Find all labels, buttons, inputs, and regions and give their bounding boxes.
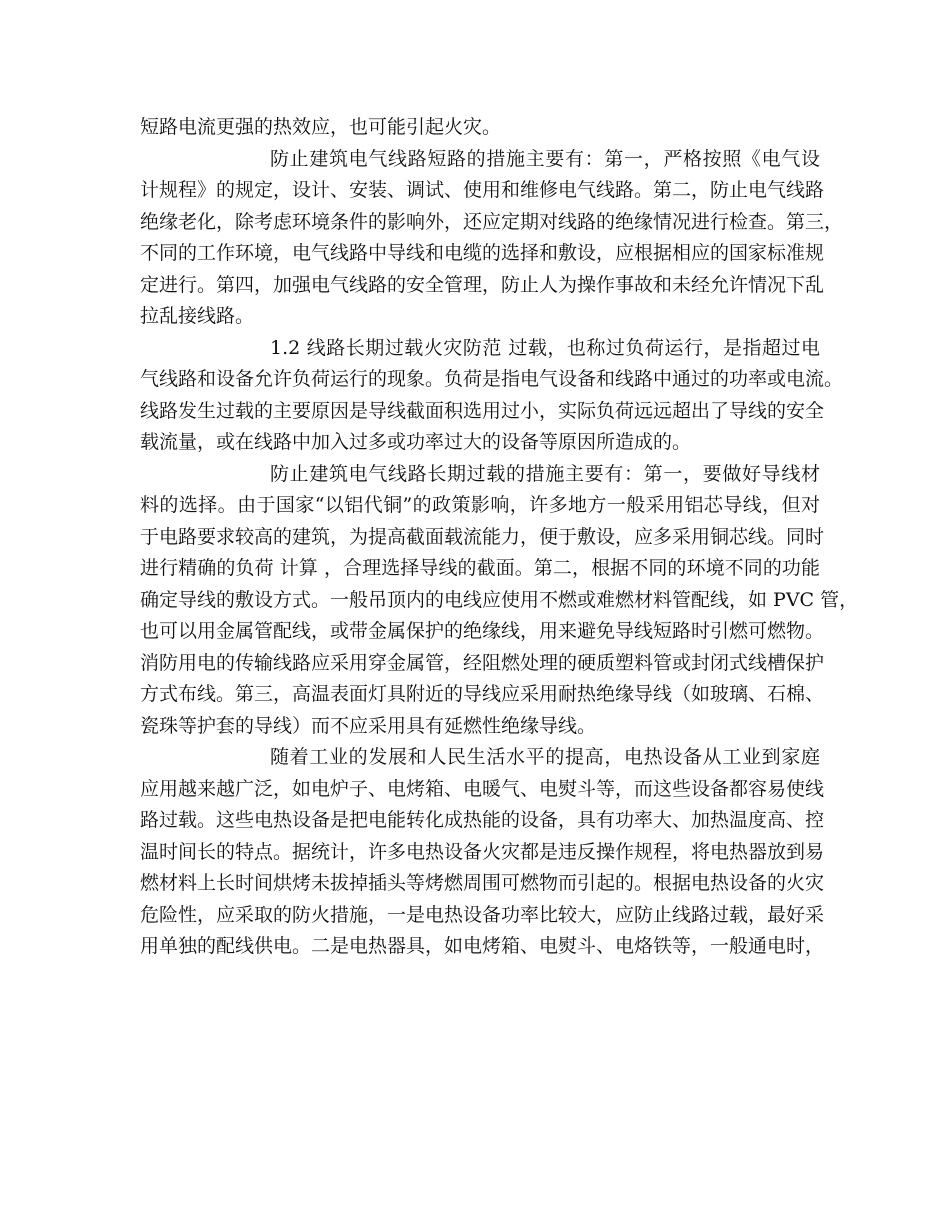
text-line: 确定导线的敷设方式。一般吊顶内的电线应使用不燃或难燃材料管配线，如 PVC 管， xyxy=(140,588,859,611)
text-line: 用单独的配线供电。二是电热器具，如电烤箱、电熨斗、电烙铁等，一般通电时， xyxy=(140,935,825,957)
text-line: 1.2 线路长期过载火灾防范 过载，也称过负荷运行，是指超过电 xyxy=(270,336,820,359)
text-line: 载流量，或在线路中加入过多或功率过大的设备等原因所造成的。 xyxy=(140,431,692,453)
text-line: 拉乱接线路。 xyxy=(140,305,255,327)
paragraph-overload-measures xyxy=(140,459,859,743)
paragraph-continuation xyxy=(140,112,820,144)
text-line: 燃材料上长时间烘烤未拔掉插头等烤燃周围可燃物而引起的。根据电热设备的火灾 xyxy=(140,872,825,894)
text-line: 随着工业的发展和人民生活水平的提高，电热设备从工业到家庭 xyxy=(270,746,820,768)
text-line: 绝缘老化，除考虑环境条件的影响外，还应定期对线路的绝缘情况进行检查。第三， xyxy=(140,210,844,233)
paragraph-short-circuit-measures xyxy=(140,144,844,333)
text-line: 于电路要求较高的建筑，为提高截面载流能力，便于敷设，应多采用铜芯线。同时 xyxy=(140,525,825,548)
text-line: 进行精确的负荷 计算 ，合理选择导线的截面。第二，根据不同的环境不同的功能 xyxy=(140,557,820,579)
text-line: 也可以用金属管配线，或带金属保护的绝缘线，用来避免导线短路时引燃可燃物。 xyxy=(140,620,825,642)
text-line: 线路发生过载的主要原因是导线截面积选用过小，实际负荷远远超出了导线的安全 xyxy=(140,399,825,422)
text-line: 路过载。这些电热设备是把电能转化成热能的设备，具有功率大、加热温度高、控 xyxy=(140,809,825,831)
text-line: 不同的工作环境，电气线路中导线和电缆的选择和敷设，应根据相应的国家标准规 xyxy=(140,242,825,264)
paragraph-overload-definition xyxy=(140,333,844,459)
text-line: 气线路和设备允许负荷运行的现象。负荷是指电气设备和线路中通过的功率或电流。 xyxy=(140,368,844,390)
text-line: 定进行。第四，加强电气线路的安全管理，防止人为操作事故和未经允许情况下乱 xyxy=(140,273,825,296)
text-line: 防止建筑电气线路短路的措施主要有：第一，严格按照《电气设 xyxy=(270,147,820,170)
text-line: 计规程》的规定，设计、安装、调试、使用和维修电气线路。第二，防止电气线路 xyxy=(140,179,825,201)
text-line: 防止建筑电气线路长期过载的措施主要有：第一，要做好导线材 xyxy=(270,462,820,485)
text-line: 温时间长的特点。据统计，许多电热设备火灾都是违反操作规程，将电热器放到易 xyxy=(140,840,825,863)
text-line: 方式布线。第三，高温表面灯具附近的导线应采用耐热绝缘导线（如玻璃、石棉、 xyxy=(140,683,825,705)
document-body xyxy=(140,112,859,963)
text-line: 瓷珠等护套的导线）而不应采用具有延燃性绝缘导线。 xyxy=(140,714,597,737)
paragraph-electric-heating xyxy=(140,742,825,963)
text-line: 消防用电的传输线路应采用穿金属管，经阻燃处理的硬质塑料管或封闭式线槽保护 xyxy=(140,651,825,674)
text-line: 料的选择。由于国家“以铝代铜”的政策影响，许多地方一般采用铝芯导线，但对 xyxy=(140,494,820,516)
text-line: 应用越来越广泛，如电炉子、电烤箱、电暖气、电熨斗等，而这些设备都容易使线 xyxy=(140,777,825,800)
text-line: 短路电流更强的热效应，也可能引起火灾。 xyxy=(140,116,502,138)
text-line: 危险性，应采取的防火措施，一是电热设备功率比较大，应防止线路过载，最好采 xyxy=(140,903,825,926)
